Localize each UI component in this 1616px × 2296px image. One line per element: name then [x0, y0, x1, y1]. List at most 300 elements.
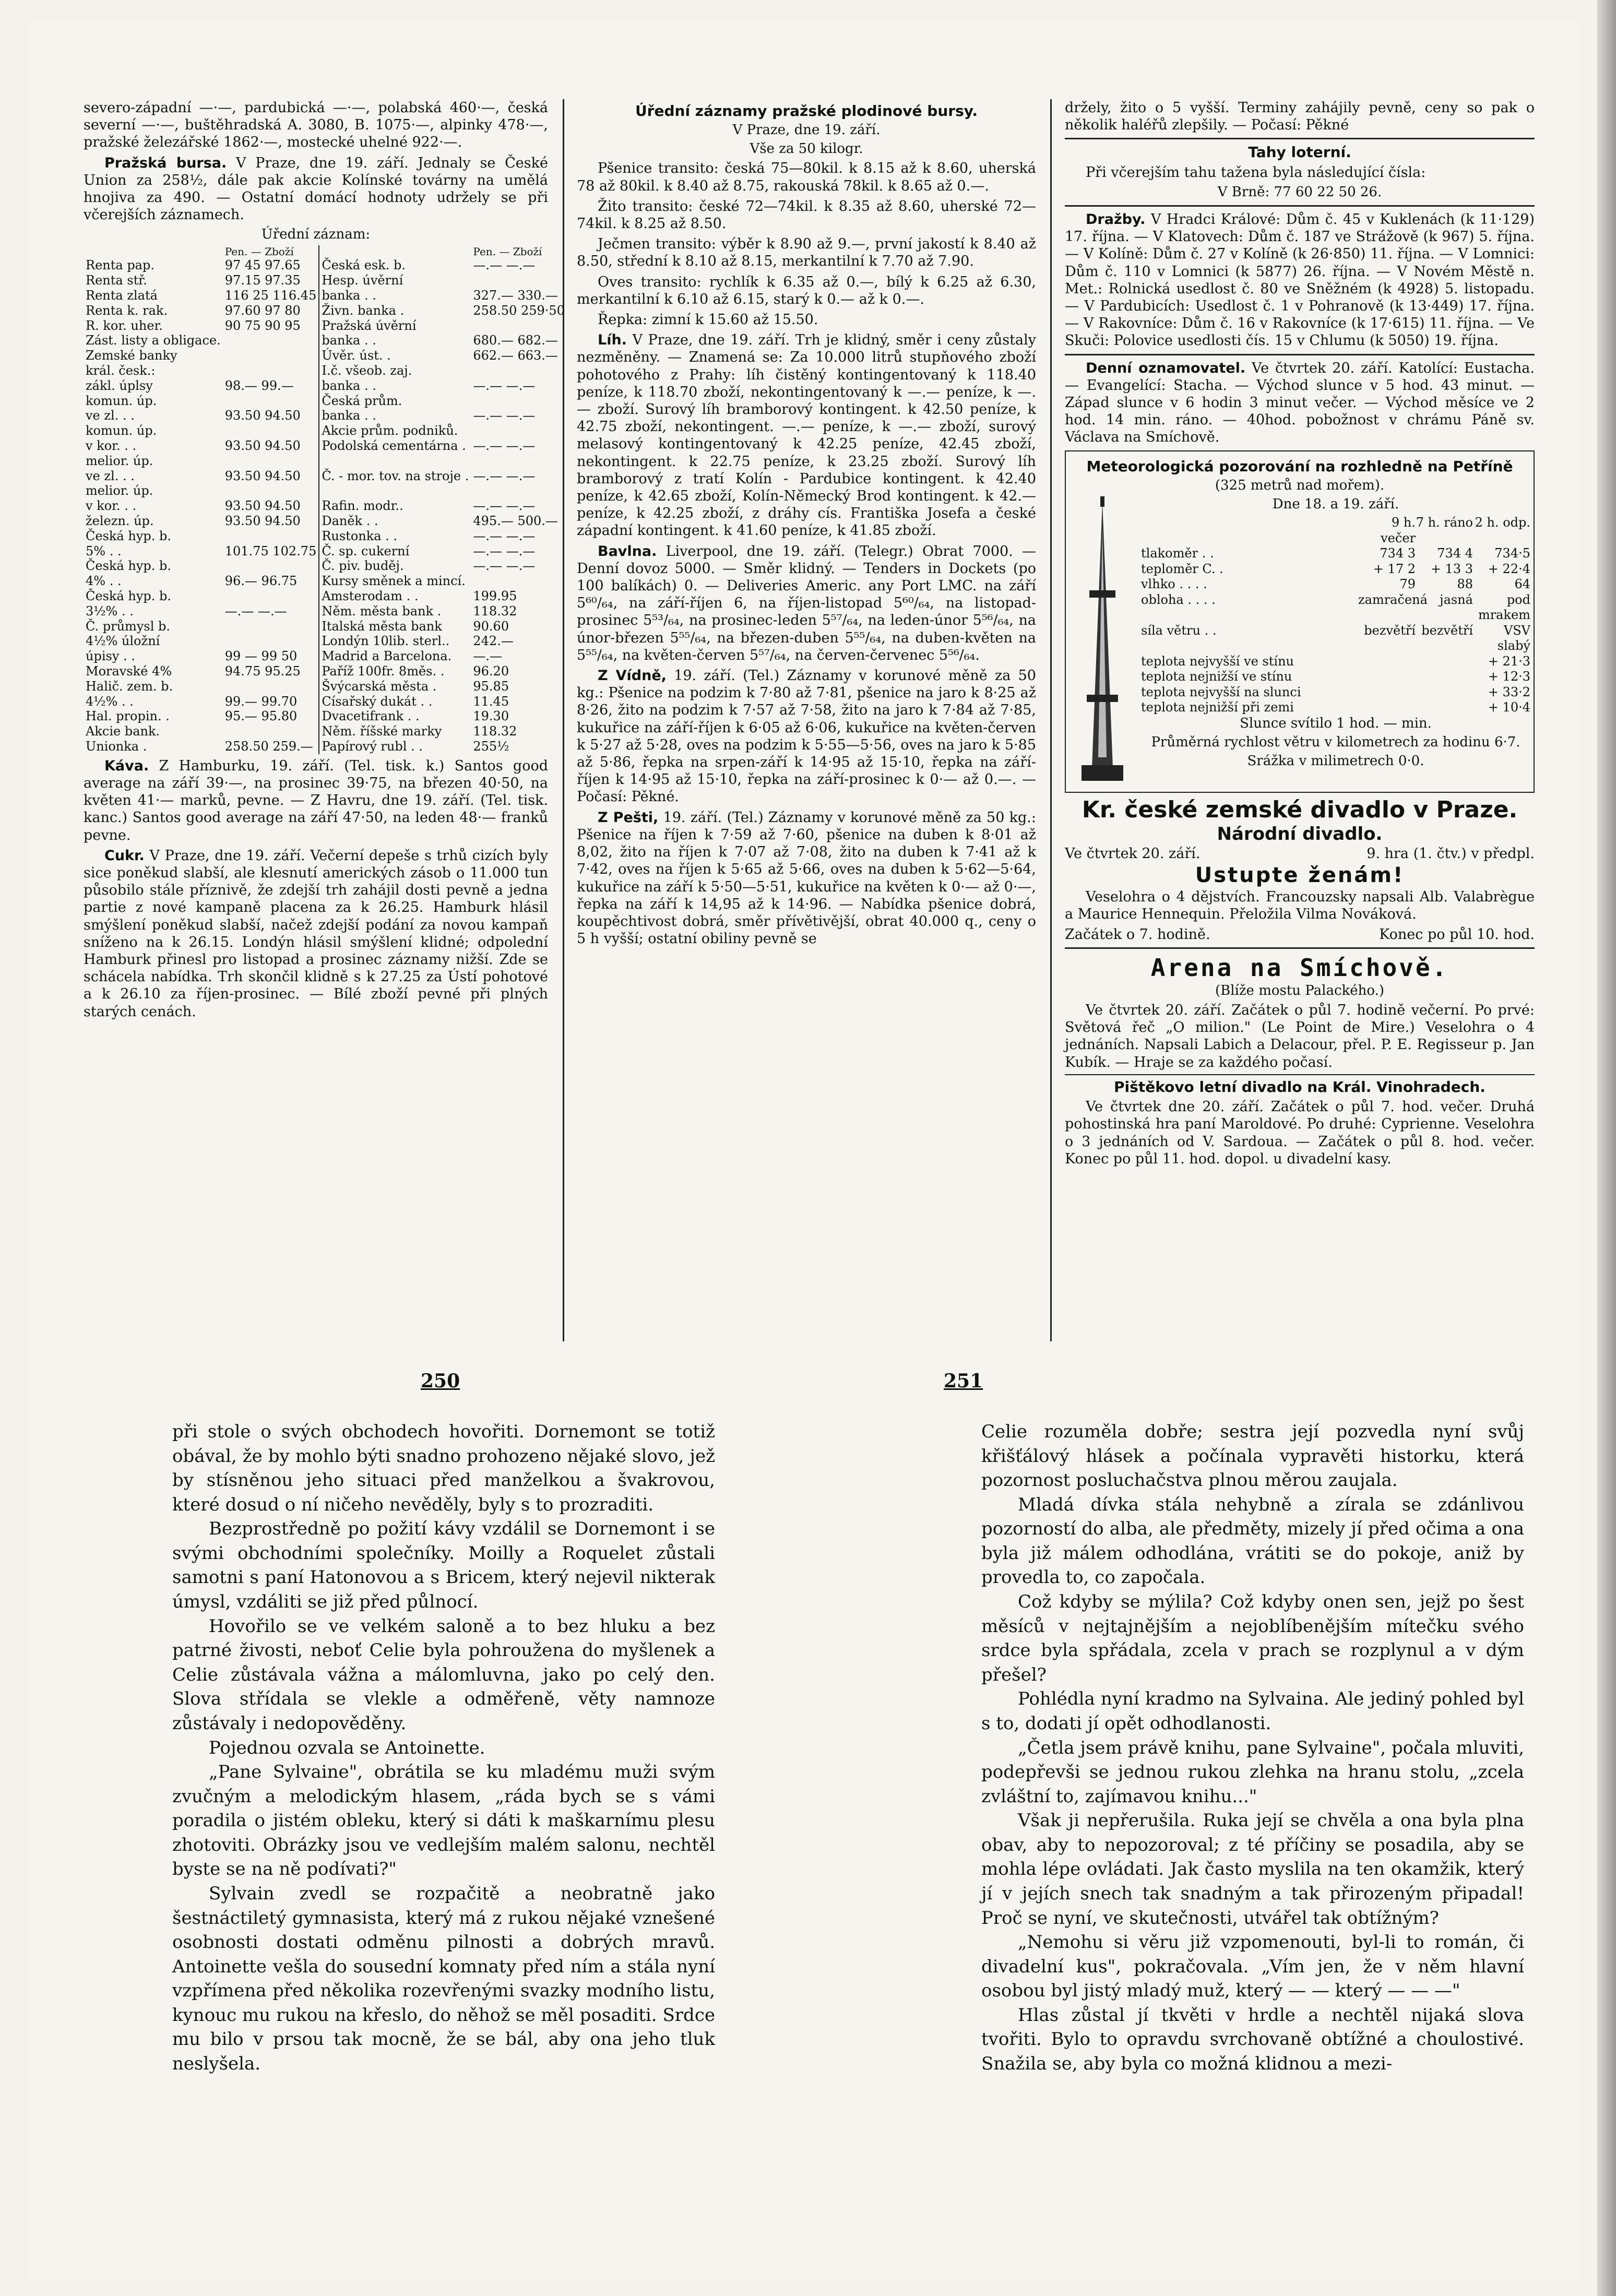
table-row [84, 333, 567, 348]
table-cell: 96.— 96.75 [223, 574, 319, 589]
table-cell: Něm. města bank . [322, 603, 442, 618]
table-cell: Londýn 10lib. sterl.. [322, 634, 450, 649]
table-cell [471, 363, 567, 378]
table-cell: 3½% . . [86, 603, 134, 618]
met-row [1141, 592, 1530, 623]
quotes-header-cell [319, 245, 471, 258]
table-cell: 90.60 [473, 618, 509, 634]
railway-quotes: severo-západní —·—, pardubická —·—, polabská 460·—, česká severní —·—, buštěhradská A. 3080, B. 1075·—, alpinky 478·—, pražské železářské 1862·—, mostecké uhelné 922·—. [84, 100, 548, 151]
met-row [1141, 546, 1530, 562]
table-cell: 99.— 99.70 [223, 694, 319, 709]
table-cell: —.— —.— [473, 543, 536, 558]
divider [1065, 354, 1535, 355]
kava-paragraph [84, 757, 548, 844]
table-cell: 93.50 94.50 [223, 438, 319, 454]
play-title: Ustupte ženám! [1195, 863, 1405, 887]
table-cell: Akcie bank. [86, 724, 160, 739]
table-cell: Daněk . . [322, 513, 378, 528]
kava-heading: Káva. [104, 757, 149, 774]
met-cell: + 33·2 [1488, 684, 1530, 699]
theatre-title: Kr. české zemské divadlo v Praze. [1082, 796, 1518, 824]
table-cell: I.č. všeob. zaj. [322, 363, 412, 378]
denni-text: Ve čtvrtek 20. září. Katolící: Eustacha. — Evangelící: Stacha. — Východ slunce v 5 hod. 43 minut. — Západ slunce v 6 hodin 3 minut večer. — Východ měsíce ve 2 hod. 14 min. ráno. — 40hod. pobožnost v chrámu Páně sv. Václava na Smíchově. [1065, 360, 1535, 446]
met-date: Dne 18. a 19. září. [1272, 496, 1399, 513]
met-extremes [1069, 654, 1530, 716]
met-col-1: 9 h. večer [1381, 515, 1416, 545]
table-cell: v kor. . . [86, 498, 137, 514]
table-cell: 101.75 102.75 [223, 544, 319, 559]
met-cell: teplota nejnižší ve stínu [1141, 669, 1292, 684]
table-cell: král. česk.: [86, 363, 156, 378]
table-cell: 680.— 682.— [473, 333, 558, 348]
met-cell: teploměr C. . [1141, 561, 1223, 576]
table-cell: banka . . [322, 333, 376, 348]
table-cell: Rustonka . . [322, 528, 398, 543]
table-row [84, 634, 567, 649]
petrin-tower-illustration [1071, 496, 1134, 789]
table-cell: 97.60 97 80 [223, 303, 319, 318]
table-cell: banka . . [322, 288, 376, 303]
arena-text: Ve čtvrtek 20. září. Začátek o půl 7. hodině večerní. Po prvé: Světová řeč „O milion." (Le Point de Mire.) Veselohra o 4 jednáních. Napsali Labich a Delacour, přel. P. E. Regisseur p. Jan Kubík. — Hraje se za každého počasí. [1065, 1002, 1535, 1070]
lih-paragraph [577, 331, 1036, 539]
table-cell: Pražská úvěrní [322, 318, 417, 333]
table-cell: —.— —.— [473, 378, 536, 393]
column-rule [1050, 99, 1052, 1341]
met-extreme-row [1141, 654, 1530, 670]
table-cell: 95.85 [473, 679, 509, 694]
produce-heading: Úřední záznamy pražské plodinové bursy. [635, 102, 978, 120]
theatre-info [1065, 845, 1535, 862]
met-cell: pod mrakem [1478, 592, 1530, 623]
table-row [84, 258, 567, 273]
divider [1065, 947, 1535, 949]
table-row [84, 529, 567, 544]
page-number-left: 250 [421, 1370, 460, 1392]
table-cell: Renta pap. [86, 258, 155, 273]
table-cell: Podolská cementárna . [322, 438, 466, 453]
table-cell: banka . . [322, 408, 376, 423]
play-times [1065, 926, 1535, 943]
table-cell: 255½ [473, 739, 509, 754]
met-extreme-row [1141, 700, 1530, 716]
viden-text: 19. září. (Tel.) Záznamy v korunové měně za 50 kg.: Pšenice na podzim k 7·80 až 7·81, pšenice na jaro k 8·25 až 8·26, žito na podzim k 7·57 až 7·58, žito na jaro k 7·84 až 7·85, kukuřice na září-říjen k 6·05 až 6·06, kukuřice na květen-červen k 5·27 až 5·28, oves na podzim k 5·55—5·56, oves na jaro k 5·85 až 5·86, řepka na srpen-září k 14·95 až 15·10, řepka na září-říjen k 14·95 až 15·10, řepka na září-prosinec k 0·— až 0.—. — Počasí: Pěkné. [577, 668, 1036, 805]
table-cell: ve zl. . . [86, 408, 135, 423]
lottery-numbers: 77 60 22 50 26. [1274, 184, 1382, 200]
table-cell: 5% . . [86, 543, 122, 558]
denni-paragraph [1065, 360, 1535, 446]
book-paragraph: Pojednou ozvala se Antoinette. [209, 1737, 485, 1758]
cukr-paragraph [84, 847, 548, 1020]
psenice-text: Pšenice transito: česká 75—80kil. k 8.15 až k 8.60, uherská 78 až 80kil. k 8.40 až 8.75, rakouská 78kil. k 8.65 až 0.—. [577, 160, 1036, 194]
table-cell: melior. úp. [86, 453, 153, 468]
table-row [84, 363, 567, 378]
table-row [84, 709, 567, 724]
lottery-heading: Tahy loterní. [1248, 144, 1351, 161]
met-cell: tlakoměr . . [1141, 546, 1214, 561]
zito-text: Žito transito: české 72—74kil. k 8.35 až 8.60, uherské 72—74kil. k 8.25 až 8.50. [577, 198, 1036, 232]
table-cell: 4% . . [86, 574, 122, 589]
table-cell [223, 634, 319, 649]
table-cell: 95.— 95.80 [223, 709, 319, 724]
book-paragraph: při stole o svých obchodech hovořiti. Dornemont se totiž obával, že by mohlo býti snadno prohozeno nějaké slovo, jež by stísněnou jeho situaci před manželkou a švakrovou, které dosud o ní ničeho nevěděly, byly s to prozraditi. [172, 1421, 715, 1515]
divider [1065, 205, 1535, 207]
table-row [84, 469, 567, 484]
table-cell: Renta zlatá [86, 288, 158, 303]
table-cell: —.— —.— [473, 408, 536, 423]
met-cell: + 22·4 [1488, 561, 1530, 576]
book-text-right [981, 1420, 1524, 2076]
table-cell: Moravské 4% [86, 663, 172, 679]
table-row [84, 679, 567, 694]
table-cell: 327.— 330.— [473, 288, 558, 303]
table-cell: 96.20 [473, 663, 509, 679]
play-start: Začátek o 7. hodině. [1065, 926, 1210, 943]
table-cell [223, 454, 319, 469]
table-row [84, 483, 567, 498]
met-cell: teplota nejvyšší ve stínu [1141, 653, 1294, 669]
table-cell: Císařský dukát . . [322, 694, 433, 709]
met-row [1141, 562, 1530, 577]
table-cell: 662.— 663.— [473, 348, 558, 363]
drazby-text: V Hradci Králové: Dům č. 45 v Kuklenách (k 11·129) 17. října. — V Klatovech: Dům č. 187 ve Strážově (k 967) 5. října. — V Kolíně: Dům č. 27 v Kolíně (k 26·850) 11. října. — V Lomnici: Dům č. 110 v Lomnici (k 5877) 26. října. — V Novém Městě n. Met.: Rolnická usedlost č. 80 ve Sněžném (k 4928) 5. listopadu. — V Pardubicích: Usedlost č. 1 v Pohranově (k 13·449) 17. října. — V Rakovníce: Dům č. 16 v Rakovníce (k 17·615) 11. října. — Ve Skuči: Polovice usedlosti čís. 15 v Chlumu (k 5050) 19. října. [1065, 211, 1535, 349]
quotes-header [84, 245, 567, 258]
table-cell: Renta stř. [86, 273, 147, 288]
lih-text: V Praze, dne 19. září. Trh je klidný, směr i ceny zůstaly nezměněny. — Znamená se: Za 10.000 litrů stupňového zboží pohotového z Prahy: líh čistěný kontingentovaný k 118.40 peníze, k 118.70 zboží, nekontingentovaný k —.— peníze, k —.— zboží. Surový líh bramborový kontingent. k 42.50 peníze, k 42.75 zboží, nekontingent. —.— peníze, k —.— zboží, surový melasový kontingentovaný k 42.25 peníze, 42.45 zboží, nekontingent. k 22.75 peníze, k 23.25 zboží. Surový líh bramborový z tratí Kolín - Pardubice kontingent. k 42.40 peníze, k 42.65 zboží, Kolín-Německý Brod kontingent. k 42.— peníze, k 42.25 zboží, z dráhy cís. Františka Josefa a české západní kontingent. k 41.60 peníze, k 41.85 zboží. [577, 332, 1036, 539]
divider [1065, 138, 1535, 139]
book-paragraph: Mladá dívka stála nehybně a zírala se zdánlivou pozorností do alba, ale předměty, mizely jí před očima a ona byla již málem odhodlána, vrátiti se do pokoje, aniž by provedla to, co započala. [981, 1494, 1524, 1588]
table-cell: Něm. říšské marky [322, 724, 442, 739]
table-cell: 116 25 116.45 [223, 288, 319, 303]
column-markets [84, 99, 565, 1024]
met-wind: Průměrná rychlost větru v kilometrech za hodinu 6·7. [1151, 734, 1520, 750]
table-cell: 242.— [473, 634, 514, 649]
table-row [84, 739, 567, 754]
jecmen-text: Ječmen transito: výběr k 8.90 až 9.—, první jakostí k 8.40 až 8.50, střední k 8.10 až 8.15, merkantilní k 7.70 až 7.90. [577, 236, 1036, 270]
table-cell: Italská města bank [322, 618, 442, 634]
met-row [1141, 577, 1530, 592]
drazby-paragraph [1065, 211, 1535, 350]
met-cell: bezvětří [1421, 623, 1473, 638]
table-cell: úpisy . . [86, 649, 135, 664]
table-cell: Úvěr. úst. . [322, 348, 391, 363]
table-cell: ve zl. . . [86, 468, 135, 483]
met-cell: VSV slabý [1497, 623, 1530, 653]
met-cell: 64 [1514, 577, 1530, 592]
table-cell: —.— —.— [473, 558, 536, 574]
table-cell: Dvacetifrank . . [322, 709, 420, 724]
table-cell: —.— —.— [473, 528, 536, 543]
table-row [84, 604, 567, 619]
table-cell: Amsterodam . . [322, 588, 419, 603]
table-cell [223, 333, 319, 348]
table-cell: Papírový rubl . . [322, 739, 423, 754]
met-cell: 734 3 [1380, 546, 1416, 561]
table-cell: 118.32 [473, 724, 517, 739]
pistek-text: Ve čtvrtek dne 20. září. Začátek o půl 7. hod. večer. Druhá pohostinská hra paní Maroldové. Po druhé: Cyprienne. Veselohra o 3 jednáních od V. Sardoua. — Začátek o půl 8. hod. večer. Konec po půl 11. hod. dopol. u divadelní kasy. [1065, 1099, 1535, 1167]
meteorology-box [1065, 450, 1535, 793]
met-cell: 734 4 [1437, 546, 1473, 561]
table-cell: 199.95 [473, 588, 517, 603]
met-col-3: 2 h. odp. [1475, 515, 1530, 530]
table-cell: Unionka . [86, 739, 147, 754]
lottery-result [1065, 184, 1535, 201]
met-row [1141, 623, 1530, 654]
table-cell: Hesp. úvěrní [322, 273, 403, 288]
bavlna-heading: Bavlna. [598, 543, 657, 560]
table-cell: banka . . [322, 378, 376, 393]
table-cell: —.— —.— [473, 498, 536, 514]
met-cell: teplota nejvyšší na slunci [1141, 684, 1301, 699]
table-cell: Česká hyp. b. [86, 588, 171, 603]
table-cell [223, 483, 319, 498]
table-cell: 94.75 95.25 [223, 664, 319, 679]
table-cell: melior. úp. [86, 483, 153, 498]
table-cell: Česká hyp. b. [86, 528, 171, 543]
table-row [84, 318, 567, 334]
met-cell: 79 [1399, 577, 1416, 592]
table-cell [223, 558, 319, 574]
table-row [84, 273, 567, 288]
table-cell: komun. úp. [86, 393, 157, 408]
book-paragraph: Což kdyby se mýlila? Což kdyby onen sen, jejž po šest měsíců v nejtajnějším a nejoblíbenějším mítečku svého srdce byla spřádala, zcela v prach se rozplynul a v dým přešel? [981, 1591, 1524, 1685]
table-cell: Madrid a Barcelona. [322, 649, 452, 664]
table-row [84, 724, 567, 739]
bursa-heading: Pražská bursa. [104, 154, 227, 171]
arena-sub: (Blíže mostu Palackého.) [1215, 983, 1385, 999]
met-cell: jasná [1440, 592, 1473, 607]
met-extreme-row [1141, 685, 1530, 700]
table-row [84, 664, 567, 679]
table-row [84, 619, 567, 634]
bursa-paragraph [84, 154, 548, 224]
book-paragraph: Pohlédla nyní kradmo na Sylvaina. Ale jediný pohled byl s to, dodati jí opět odhodlanosti. [981, 1688, 1524, 1734]
met-extreme-row [1141, 669, 1530, 685]
met-sun: Slunce svítilo 1 hod. — min. [1240, 715, 1432, 731]
theatre-date: Ve čtvrtek 20. září. [1065, 846, 1201, 862]
bursa-text: V Praze, dne 19. září. Jednaly se České Union za 258½, dále pak akcie Kolínské továrny na umělá hnojiva za 490. — Ostatní domácí hodnoty udržely se při včerejších záznamech. [84, 154, 548, 223]
table-cell [223, 619, 319, 634]
table-row [84, 589, 567, 604]
table-row [84, 378, 567, 394]
oves-text: Oves transito: rychlík k 6.35 až 0.—, bílý k 6.25 až 6.30, merkantilní k 6.10 až 6.15, starý k 0.— až k 0.—. [577, 273, 1036, 307]
table-cell [319, 454, 471, 469]
met-cell: 88 [1457, 577, 1473, 592]
pest-heading: Z Pešti, [598, 809, 659, 826]
met-cell: zamračená [1358, 592, 1428, 607]
table-cell: 93.50 94.50 [223, 498, 319, 514]
table-cell: —.— [473, 649, 503, 664]
met-cell: 734·5 [1494, 546, 1530, 561]
table-row [84, 408, 567, 423]
table-cell [471, 483, 567, 498]
table-cell: Č. - mor. tov. na stroje . [322, 468, 469, 483]
table-cell: R. kor. uher. [86, 318, 163, 333]
table-row [84, 303, 567, 318]
table-row [84, 423, 567, 438]
pest-paragraph [577, 809, 1036, 948]
bavlna-paragraph [577, 543, 1036, 664]
table-cell: 258.50 259·50 [473, 303, 565, 318]
table-cell: 4½% úložní [86, 634, 160, 649]
table-cell: v kor. . . [86, 438, 137, 453]
met-rows [1069, 546, 1530, 654]
table-cell [223, 423, 319, 438]
met-cell: teplota nejnižší při zemi [1141, 700, 1294, 715]
lottery-city: V Brně: [1217, 184, 1270, 200]
book-paragraph: „Četla jsem právě knihu, pane Sylvaine", počala mluviti, podepřevši se jednou rukou zlehka na hranu stolu, „zcela zvláštní to, zajímavou knihu..." [981, 1737, 1524, 1807]
table-cell: 258.50 259.— [223, 739, 319, 754]
table-row [84, 394, 567, 409]
theatre-subtitle: Národní divadlo. [1217, 823, 1383, 844]
table-cell [471, 394, 567, 409]
table-cell: Česká hyp. b. [86, 558, 171, 574]
met-cell: obloha . . . . [1141, 592, 1216, 607]
pest-text: 19. září. (Tel.) Záznamy v korunové měně za 50 kg.: Pšenice na říjen k 7·59 až 7·60, pšenice na duben k 8·01 až 8,02, žito na říjen k 7·07 až 7·08, žito na duben k 7·41 až k 7·42, oves na říjen k 5·65 až 5·66, oves na duben k 5·62—5·64, kukuřice na září k 5·50—5·51, kukuřice na květen k 0·— až 0·—, řepka na září k 14,95 až k 14·96. — Nabídka pšenice dobrá, koupěchtivost dobrá, směr přívětivější, obrat 40.000 q., ceny o 5 h vyšší; ostatní obiliny pevně se [577, 809, 1036, 947]
table-cell [223, 589, 319, 604]
book-paragraph: „Pane Sylvaine", obrátila se ku mladému muži svým zvučným a melodickým hlasem, „ráda bych se s vámi poradila o jistém obleku, který si dáti k maškarnímu plesu zhotoviti. Obrázky jsou ve vedlejším malém salonu, nechtěl byste se na ně podívati?" [172, 1762, 715, 1880]
table-cell: 93.50 94.50 [223, 408, 319, 423]
divider [1065, 1074, 1535, 1075]
quotes-header-cell: Pen. — Zboží [223, 245, 319, 258]
table-cell: 99 — 99 50 [223, 649, 319, 664]
met-cell: + 13 3 [1430, 561, 1473, 576]
met-cell: + 12·3 [1488, 669, 1530, 684]
table-cell: 495.— 500.— [473, 513, 558, 528]
table-cell: Zást. listy a obligace. [86, 333, 221, 348]
play-end: Konec po půl 10. hod. [1379, 926, 1535, 943]
lottery-text: Při včerejším tahu tažena byla následující čísla: [1086, 164, 1426, 181]
kava-text: Z Hamburku, 19. září. (Tel. tisk. k.) Santos good average na září 39·—, na prosinec 39·75, na březen 40·50, na květen 41·— marků, pevne. — Z Havru, dne 19. září. (Tel. tisk. kanc.) Santos good average na září 47·50, na leden 48·— franků pevne. [84, 757, 548, 843]
page-edge [1597, 0, 1616, 2296]
table-cell: Česká prům. [322, 393, 402, 408]
cukr-heading: Cukr. [104, 847, 145, 864]
quotes-header-cell: Pen. — Zboží [473, 245, 542, 258]
table-cell: 11.45 [473, 694, 509, 709]
table-row [84, 544, 567, 559]
met-cell: + 21·3 [1488, 653, 1530, 669]
drazby-heading: Dražby. [1086, 211, 1146, 228]
met-rain: Srážka v milimetrech 0·0. [1247, 753, 1424, 769]
table-cell [471, 423, 567, 438]
table-row [84, 649, 567, 664]
table-cell: Hal. propin. . [86, 709, 170, 724]
table-cell: 93.50 94.50 [223, 469, 319, 484]
table-cell [471, 273, 567, 288]
newspaper-clipping [84, 99, 1545, 1347]
table-row [84, 288, 567, 303]
produce-date: V Praze, dne 19. září. [732, 122, 881, 138]
book-text-left [172, 1420, 715, 2076]
table-cell: železn. úp. [86, 513, 154, 528]
play-text: Veselohra o 4 dějstvích. Francouzsky napsali Alb. Valabrègue a Maurice Hennequin. Přeložila Vilma Nováková. [1065, 888, 1535, 923]
produce-unit: Vše za 50 kilogr. [750, 141, 863, 157]
table-cell: Č. sp. cukerní [322, 543, 410, 558]
table-cell: Paříž 100fr. 8měs. . [322, 663, 445, 679]
table-row [84, 348, 567, 363]
column-notices [1065, 99, 1535, 1171]
table-cell [471, 454, 567, 469]
table-cell [223, 724, 319, 739]
book-paragraph: Však ji nepřerušila. Ruka její se chvěla a ona byla plna obav, aby to nepozoroval; z té příčiny se posadila, aby se mohla lépe ovládati. Jak často myslila na ten okamžik, který jí v jejích snech tak snadným a tak přirozeným připadal! Proč se nyní, ve skutečnosti, utvářel tak obtížným? [981, 1810, 1524, 1929]
met-cell: vlhko . . . . [1141, 577, 1207, 592]
table-cell: 90 75 90 95 [223, 318, 319, 334]
theatre-hra: 9. hra (1. čtv.) v předpl. [1367, 846, 1535, 862]
table-cell: —.— —.— [473, 438, 536, 453]
table-cell [471, 574, 567, 589]
denni-heading: Denní oznamovatel. [1086, 360, 1246, 376]
table-cell: Zemské banky [86, 348, 177, 363]
table-cell: Č. piv. buděj. [322, 558, 404, 574]
table-cell [223, 394, 319, 409]
table-cell: Renta k. rak. [86, 303, 168, 318]
met-cell: síla větru . . [1141, 623, 1217, 638]
repka-text: Řepka: zimní k 15.60 až 15.50. [598, 312, 818, 328]
viden-heading: Z Vídně, [598, 668, 667, 684]
book-paragraph: Bezprostředně po požití kávy vzdálil se Dornemont i se svými obchodními společníky. Moilly a Roquelet zůstali samotni s paní Hatonovou a s Bricem, který nejevil nikterak úmysl, vzdáliti se již před půlnocí. [172, 1518, 715, 1613]
table-cell [223, 679, 319, 694]
table-cell: Kursy směnek a mincí. [322, 574, 466, 589]
table-cell: Živn. banka . [322, 303, 405, 318]
table-row [84, 694, 567, 709]
table-row [84, 574, 567, 589]
table-row [84, 454, 567, 469]
table-cell: 19.30 [473, 709, 509, 724]
table-cell: zákl. úplsy [86, 378, 153, 393]
lih-heading: Líh. [598, 332, 627, 349]
book-paragraph: Hovořilo se ve velkém saloně a to bez hluku a bez patrné živosti, neboť Celie byla pohroužena do myšlenek a Celie zůstávala vážna a málomluvna, jako po celý den. Slova střídala se vlekle a odměřeně, věty namnoze zůstávaly i nedopověděny. [172, 1615, 715, 1734]
table-cell: 98.— 99.— [223, 378, 319, 394]
met-cell: + 10·4 [1488, 700, 1530, 715]
arena-title: Arena na Smíchově. [1150, 954, 1449, 982]
book-paragraph: Hlas zůstal jí tkvěti v hrdle a nechtěl nijaká slova tvořiti. Bylo to opravdu svrchovaně obtížné a choulostivé. Snažila se, aby byla co možná klidnou a mezi- [981, 2004, 1524, 2075]
table-cell: komun. úp. [86, 423, 157, 438]
table-row [84, 498, 567, 514]
met-cell: bezvětří [1364, 623, 1416, 638]
table-row [84, 558, 567, 574]
table-cell: 97 45 97.65 [223, 258, 319, 273]
column-produce [577, 99, 1036, 950]
table-cell: Č. průmysl b. [86, 618, 170, 634]
table-cell: Švýcarská města . [322, 679, 437, 694]
table-cell: 97.15 97.35 [223, 273, 319, 288]
quotes-table [84, 245, 567, 754]
cukr-text: V Praze, dne 19. září. Večerní depeše s trhů cizích byly sice poněkud slabší, ale klesnutí amerických zásob o 11.000 tun působilo stále příznivě, že zdejší trh zahájil dosti pevně a jedna partie z nové kampaně placena za k 26.25. Hamburk hlásil smýšlení poněkud slabší, načež zdejší podání za novou kampaň sníženo na k 26.15. Londýn hlásil smýšlení klidné; odpolední Hamburk přinesl pro listopad a prosinec záznamy nižší. Zde se schácela nabídka. Trh skončil klidně s k 27.25 za Ústí pohotové a k 26.10 za říjen-prosinec. — Bílé zboží pevné při plných starých cenách. [84, 847, 548, 1020]
table-cell [223, 529, 319, 544]
table-cell [223, 363, 319, 378]
met-cell: + 17 2 [1373, 561, 1416, 576]
table-cell [471, 318, 567, 334]
table-cell: —.— —.— [223, 604, 319, 619]
table-cell: Rafin. modr.. [322, 498, 403, 514]
table-cell: —.— —.— [473, 468, 536, 483]
table-cell: 93.50 94.50 [223, 514, 319, 529]
viden-paragraph [577, 667, 1036, 806]
book-paragraph: Sylvain zvedl se rozpačitě a neobratně jako šestnáctiletý gymnasista, který má z rukou nějaké vznešené osobnosti dostati odměnu pilnosti a dobrých mravů. Antoinette vešla do sousední komnaty před ním a stála nyní vzpřímena před několika rozevřenými svazky modního listu, kynouc mu rukou na křeslo, do něhož se měl posaditi. Srdce mu bilo v prsou tak mocně, že se bál, aby ona jeho tluk neslyšela. [172, 1883, 715, 2075]
quotes-header-cell [84, 245, 223, 258]
table-cell: Akcie prům. podniků. [322, 423, 458, 438]
table-row [84, 438, 567, 454]
table-cell [319, 483, 471, 498]
pest-continued: držely, žito o 5 vyšší. Terminy zahájily pevně, ceny so pak o několik haléřů zlepšily. — Počasí: Pěkné [1065, 100, 1535, 134]
table-row [84, 514, 567, 529]
page-number-right: 251 [944, 1370, 983, 1392]
table-cell [223, 348, 319, 363]
pistek-heading: Pištěkovo letní divadlo na Král. Vinohradech. [1114, 1078, 1486, 1096]
table-cell: Halič. zem. b. [86, 679, 173, 694]
book-paragraph: „Nemohu si věru již vzpomenouti, byl-li to román, či divadelní kus", pokračovala. „Vím jen, že v něm hlavní osobou byl jistý mladý muž, který — — který — — —" [981, 1932, 1524, 2002]
table-cell: 118.32 [473, 603, 517, 618]
zaznam-heading: Úřední záznam: [261, 227, 371, 243]
